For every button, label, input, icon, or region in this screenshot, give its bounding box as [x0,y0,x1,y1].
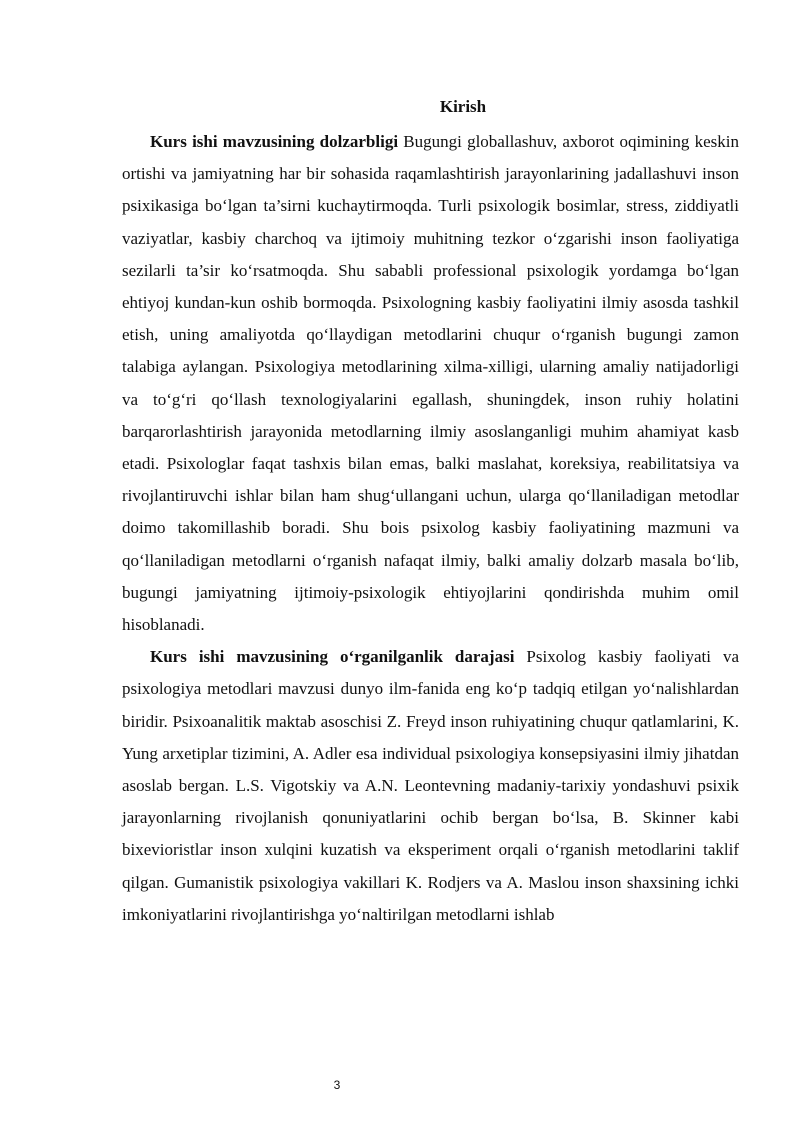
paragraph-lead: Kurs ishi mavzusining dolzarbligi [150,132,399,151]
paragraph-relevance [122,126,739,641]
paragraph-lead: Kurs ishi mavzusining o‘rganilganlik darajasi [150,647,515,667]
document-body [122,126,739,931]
page-number: 3 [333,1078,341,1092]
paragraph-study-level [122,641,739,931]
paragraph-text: Bugungi globallashuv, axborot oqimining keskin ortishi va jamiyatning har bir sohasida raqamlashtirish jarayonlarining jadallashuvi inson psixikasiga bo‘lgan ta’sirni kuchaytirmoqda. Turli psixologik bosimlar, stress, ziddiyatli vaziyatlar, kasbiy charchoq va ijtimoiy muhitning tezkor o‘zgarishi inson faoliyatiga sezilarli ta’sir ko‘rsatmoqda. Shu sababli professional psixologik yordamga bo‘lgan ehtiyoj kundan-kun oshib bormoqda. Psixologning kasbiy faoliyatini ilmiy asosda tashkil etish, uning amaliyotda qo‘llaydigan metodlarini chuqur o‘rganish bugungi zamon talabiga aylangan. Psixologiya metodlarining xilma-xilligi, ularning amaliy natijadorligi va to‘g‘ri qo‘llash texnologiyalarini egallash, shuningdek, inson ruhiy holatini barqarorlashtirish jarayonida metodlarning ilmiy asoslanganligi muhim ahamiyat kasb etadi. Psixologlar faqat tashxis bilan emas, balki maslahat, koreksiya, reabilitatsiya va rivojlantiruvchi ishlar bilan ham shug‘ullangani uchun, ularga qo‘llaniladigan metodlar doimo takomillashib boradi. Shu bois psixolog kasbiy faoliyatining mazmuni va qo‘llaniladigan metodlarni o‘rganish nafaqat ilmiy, balki amaliy dolzarb masala bo‘lib, bugungi jamiyatning ijtimoiy-psixologik ehtiyojlarini qondirishda muhim omil hisoblanadi. [122,132,739,635]
section-heading: Kirish [439,97,487,116]
paragraph-text: Psixolog kasbiy faoliyati va psixologiya metodlari mavzusi dunyo ilm-fanida eng ko‘p tadqiq etilgan yo‘nalishlardan biridir. Psixoanalitik maktab asoschisi Z. Freyd inson ruhiyatining chuqur qatlamlarini, K. Yung arxetiplar tizimini, A. Adler esa individual psixologiya konsepsiyasini ilmiy jihatdan asoslab bergan. L.S. Vigotskiy va A.N. Leontevning madaniy-tarixiy yondashuvi psixik jarayonlarning rivojlanish qonuniyatlarini ochib bergan bo‘lsa, B. Skinner kabi bixevioristlar inson xulqini kuzatish va eksperiment orqali o‘rganish metodlarini taklif qilgan. Gumanistik psixologiya vakillari K. Rodjers va A. Maslou inson shaxsining ichki imkoniyatlarini rivojlantirishga yo‘naltirilgan metodlarni ishlab [122,647,740,924]
section-heading-wrap [122,95,739,119]
